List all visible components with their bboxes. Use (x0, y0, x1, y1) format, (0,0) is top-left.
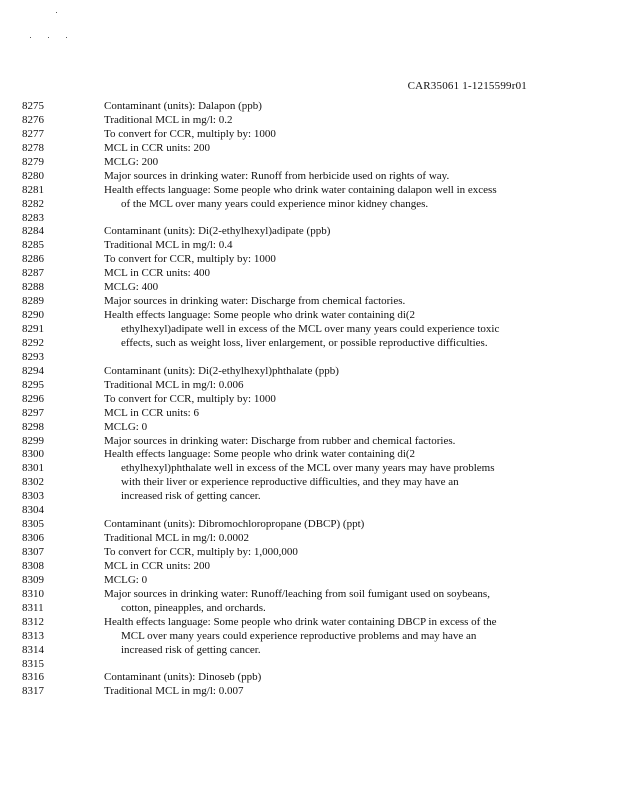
line-text: of the MCL over many years could experience minor kidney changes. (121, 197, 429, 210)
line-text: with their liver or experience reproductive difficulties, and they may have an (121, 476, 459, 489)
line-number: 8312 (22, 615, 44, 628)
text-line (0, 253, 619, 267)
text-line (0, 379, 619, 393)
line-number: 8307 (22, 546, 44, 558)
scan-speck (30, 37, 31, 38)
text-line (0, 616, 619, 630)
text-line (0, 295, 619, 309)
line-text: MCL in CCR units: 6 (104, 406, 199, 419)
text-line (0, 281, 619, 295)
text-line (0, 421, 619, 435)
line-text: effects, such as weight loss, liver enlargement, or possible reproductive difficulties. (121, 336, 488, 349)
line-number: 8308 (22, 559, 44, 572)
text-line (0, 602, 619, 616)
line-number: 8297 (22, 406, 44, 419)
line-text: Traditional MCL in mg/l: 0.006 (104, 378, 244, 391)
line-number: 8289 (22, 295, 44, 308)
line-text: MCL in CCR units: 200 (104, 141, 210, 154)
text-line (0, 658, 619, 672)
line-number: 8277 (22, 127, 44, 140)
scan-speck (56, 12, 57, 13)
text-line (0, 351, 619, 365)
line-number: 8291 (22, 323, 44, 335)
line-number: 8281 (22, 183, 44, 196)
line-text: ethylhexyl)adipate well in excess of the MCL over many years could experience toxic (121, 323, 500, 335)
line-text: Contaminant (units): Dalapon (ppb) (104, 100, 262, 112)
text-line (0, 532, 619, 546)
line-number: 8300 (22, 448, 44, 461)
text-line (0, 114, 619, 128)
text-line (0, 225, 619, 239)
text-line (0, 142, 619, 156)
line-text: MCLG: 0 (104, 573, 148, 586)
line-number: 8287 (22, 267, 44, 280)
text-line (0, 644, 619, 658)
line-number: 8279 (22, 155, 44, 168)
text-line (0, 476, 619, 490)
line-number: 8285 (22, 239, 44, 252)
line-text: Contaminant (units): Di(2-ethylhexyl)adipate (ppb) (104, 225, 331, 238)
text-line (0, 504, 619, 518)
text-line (0, 462, 619, 476)
text-line (0, 574, 619, 588)
line-number: 8315 (22, 657, 44, 670)
line-number: 8306 (22, 532, 44, 545)
line-text: cotton, pineapples, and orchards. (121, 601, 266, 614)
line-number: 8282 (22, 197, 44, 210)
line-text: increased risk of getting cancer. (121, 490, 261, 503)
text-line (0, 100, 619, 114)
line-number: 8313 (22, 629, 44, 642)
line-text: To convert for CCR, multiply by: 1,000,000 (104, 546, 298, 558)
text-line (0, 671, 619, 685)
text-line (0, 170, 619, 184)
line-text: ethylhexyl)phthalate well in excess of the MCL over many years may have problems (121, 462, 495, 475)
line-number: 8316 (22, 671, 44, 684)
line-text: Traditional MCL in mg/l: 0.2 (104, 113, 233, 126)
line-number: 8293 (22, 350, 44, 363)
line-text: To convert for CCR, multiply by: 1000 (104, 392, 276, 405)
line-number: 8310 (22, 587, 44, 600)
line-text: Health effects language: Some people who drink water containing DBCP in excess of the (104, 615, 497, 628)
line-number: 8296 (22, 392, 44, 405)
text-line (0, 267, 619, 281)
line-number: 8299 (22, 434, 44, 447)
line-text: Health effects language: Some people who drink water containing dalapon well in excess (104, 183, 497, 196)
line-number: 8304 (22, 504, 44, 517)
text-line (0, 685, 619, 699)
line-number: 8302 (22, 476, 44, 489)
text-line (0, 212, 619, 226)
line-text: Major sources in drinking water: Discharge from rubber and chemical factories. (104, 434, 456, 447)
text-line (0, 448, 619, 462)
line-text: Contaminant (units): Dinoseb (ppb) (104, 671, 262, 684)
line-text: Major sources in drinking water: Discharge from chemical factories. (104, 295, 406, 308)
line-number: 8317 (22, 685, 44, 698)
line-number: 8309 (22, 573, 44, 586)
line-text: Major sources in drinking water: Runoff/leaching from soil fumigant used on soybeans, (104, 587, 490, 600)
line-number: 8303 (22, 490, 44, 503)
line-text: MCL in CCR units: 400 (104, 267, 210, 280)
line-number: 8284 (22, 225, 44, 238)
line-text: Contaminant (units): Di(2-ethylhexyl)phthalate (ppb) (104, 364, 339, 377)
text-line (0, 337, 619, 351)
line-text: Traditional MCL in mg/l: 0.4 (104, 239, 233, 252)
text-line (0, 630, 619, 644)
line-text: Major sources in drinking water: Runoff from herbicide used on rights of way. (104, 169, 450, 182)
line-number: 8294 (22, 364, 44, 377)
line-text: To convert for CCR, multiply by: 1000 (104, 127, 276, 140)
line-text: MCLG: 200 (104, 155, 159, 168)
text-line (0, 128, 619, 142)
text-line (0, 490, 619, 504)
line-number: 8295 (22, 378, 44, 391)
line-number: 8288 (22, 281, 44, 294)
line-number: 8286 (22, 253, 44, 266)
line-number: 8311 (22, 601, 44, 614)
line-text: MCL in CCR units: 200 (104, 559, 210, 572)
text-line (0, 546, 619, 560)
line-text: Health effects language: Some people who drink water containing di(2 (104, 309, 416, 322)
line-text: MCL over many years could experience reproductive problems and may have an (121, 629, 477, 642)
line-number: 8314 (22, 643, 44, 656)
line-number: 8290 (22, 309, 44, 322)
text-line (0, 365, 619, 379)
text-line (0, 156, 619, 170)
line-number: 8283 (22, 211, 44, 224)
line-text: Health effects language: Some people who drink water containing di(2 (104, 448, 416, 461)
line-number: 8305 (22, 518, 44, 531)
line-text: To convert for CCR, multiply by: 1000 (104, 253, 276, 266)
text-line (0, 518, 619, 532)
numbered-text-body (0, 100, 619, 699)
text-line (0, 184, 619, 198)
document-id: CAR35061 1-1215599r01 (407, 80, 527, 92)
line-number: 8298 (22, 420, 44, 433)
text-line (0, 239, 619, 253)
line-text: Contaminant (units): Dibromochloropropane (DBCP) (ppt) (104, 518, 365, 531)
line-text: increased risk of getting cancer. (121, 643, 261, 656)
line-number: 8292 (22, 336, 44, 349)
text-line (0, 407, 619, 421)
line-text: Traditional MCL in mg/l: 0.007 (104, 685, 244, 698)
scan-speck (48, 37, 49, 38)
scan-speck (66, 37, 67, 38)
text-line (0, 323, 619, 337)
line-number: 8301 (22, 462, 44, 475)
text-line (0, 198, 619, 212)
line-text: MCLG: 0 (104, 420, 148, 433)
text-line (0, 393, 619, 407)
line-number: 8276 (22, 113, 44, 126)
line-number: 8280 (22, 169, 44, 182)
line-number: 8278 (22, 141, 44, 154)
text-line (0, 435, 619, 449)
line-text: Traditional MCL in mg/l: 0.0002 (104, 532, 249, 545)
text-line (0, 560, 619, 574)
text-line (0, 309, 619, 323)
line-text: MCLG: 400 (104, 281, 159, 294)
text-line (0, 588, 619, 602)
line-number: 8275 (22, 100, 44, 112)
